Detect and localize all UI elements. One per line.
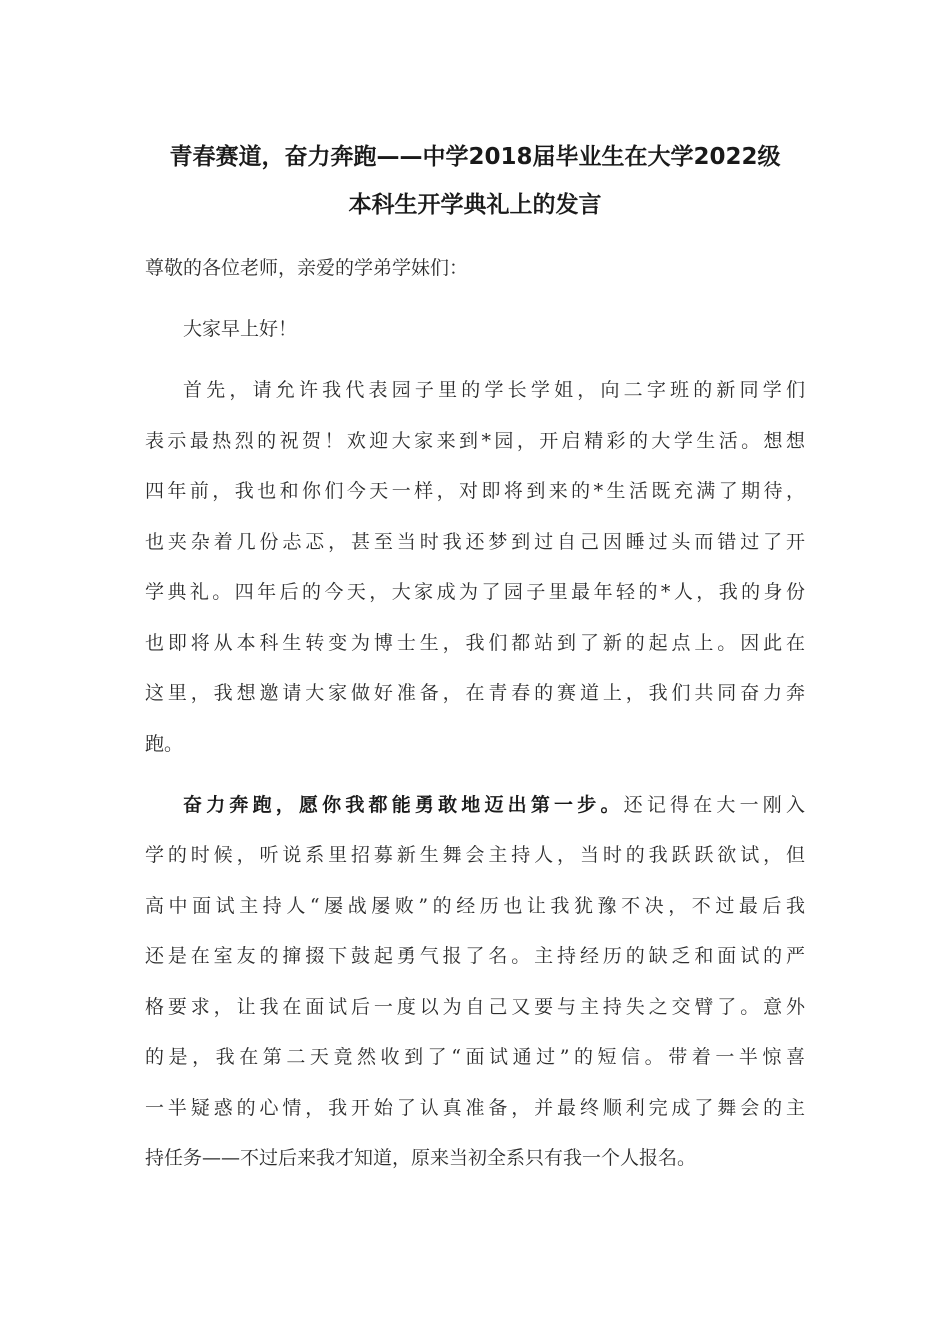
paragraph2-line: 格要求，让我在面试后一度以为自己又要与主持失之交臂了。意外 bbox=[145, 996, 805, 1018]
paragraph2-line: 持任务——不过后来我才知道，原来当初全系只有我一个人报名。 bbox=[145, 1147, 697, 1169]
paragraph1-line: 学典礼。四年后的今天，大家成为了园子里最年轻的*人，我的身份 bbox=[145, 581, 805, 603]
paragraph2-line: 的是，我在第二天竟然收到了“面试通过”的短信。带着一半惊喜 bbox=[145, 1046, 805, 1068]
paragraph2-lead-sentence: 奋力奔跑，愿你我都能勇敢地迈出第一步。 bbox=[183, 794, 624, 816]
paragraph1-line: 也夹杂着几份忐忑，甚至当时我还梦到过自己因睡过头而错过了开 bbox=[145, 531, 805, 553]
paragraph1-line: 四年前，我也和你们今天一样，对即将到来的*生活既充满了期待， bbox=[145, 480, 805, 502]
paragraph1-line: 这里，我想邀请大家做好准备，在青春的赛道上，我们共同奋力奔 bbox=[145, 682, 805, 704]
paragraph2-line: 高中面试主持人“屡战屡败”的经历也让我犹豫不决，不过最后我 bbox=[145, 895, 805, 917]
paragraph1-line: 表示最热烈的祝贺！欢迎大家来到*园，开启精彩的大学生活。想想 bbox=[145, 430, 805, 452]
paragraph2-line: 学的时候，听说系里招募新生舞会主持人，当时的我跃跃欲试，但 bbox=[145, 844, 805, 866]
paragraph1-line: 首先，请允许我代表园子里的学长学姐，向二字班的新同学们 bbox=[183, 379, 805, 401]
paragraph2-first-line bbox=[183, 793, 805, 817]
paragraph2-line: 还是在室友的撺掇下鼓起勇气报了名。主持经历的缺乏和面试的严 bbox=[145, 945, 805, 967]
greeting: 大家早上好！ bbox=[183, 318, 298, 340]
paragraph2-first-rest: 还记得在大一刚入 bbox=[623, 794, 805, 816]
salutation: 尊敬的各位老师，亲爱的学弟学妹们： bbox=[145, 257, 469, 279]
paragraph2-line: 一半疑惑的心情，我开始了认真准备，并最终顺利完成了舞会的主 bbox=[145, 1097, 805, 1119]
paragraph1-line: 也即将从本科生转变为博士生，我们都站到了新的起点上。因此在 bbox=[145, 632, 805, 654]
title-line-1: 青春赛道，奋力奔跑——中学2018届毕业生在大学2022级 bbox=[169, 144, 781, 170]
title-line-2: 本科生开学典礼上的发言 bbox=[348, 192, 602, 218]
paragraph1-line: 跑。 bbox=[145, 733, 184, 755]
